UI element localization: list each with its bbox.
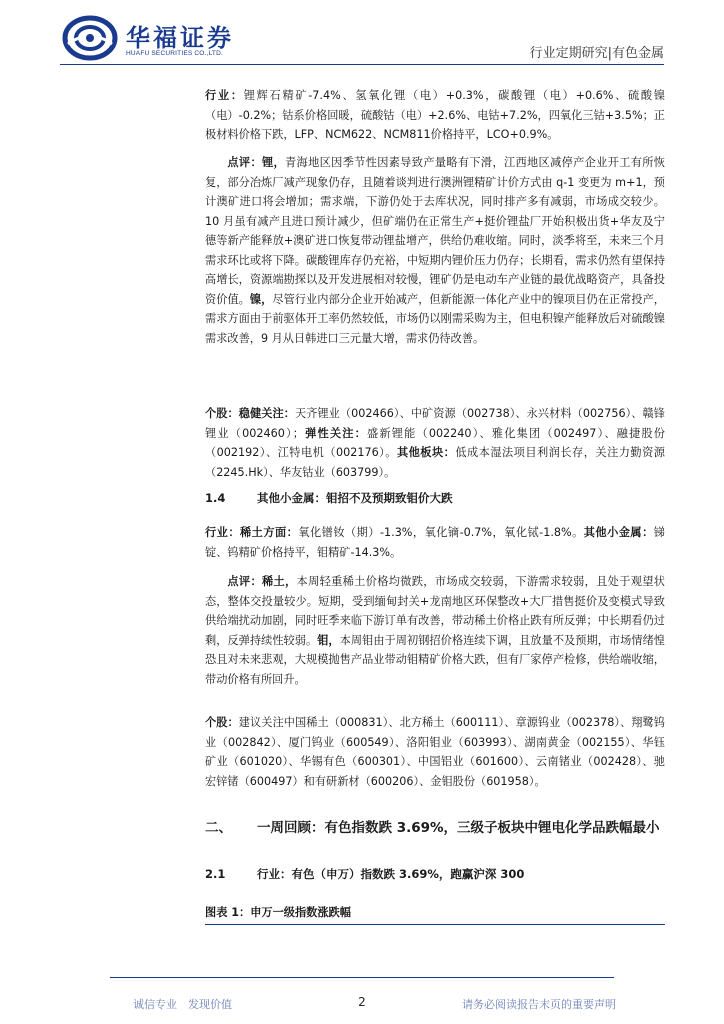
comment-label: 点评：	[227, 156, 262, 169]
section-number: 1.4	[205, 491, 226, 505]
section-1-4-heading	[205, 490, 453, 506]
lithium-comment-block	[205, 153, 665, 348]
minor-stocks-list: 建议关注中国稀土（000831）、北方稀土（600111）、章源钨业（002378）、翔鹭钨业（002842）、厦门钨业（600549）、洛阳钼业（603993）、湖南黄金（002155）、华钰矿业（601020）、华锡有色（600301）、中国铝业（601600）、云南锗业（002428）、驰宏锌锗（600497）和有研新材（600206）、金钼股份（601958）。	[205, 716, 665, 788]
stocks-label: 个股：	[205, 407, 239, 420]
rare-earth-comment-text: 本周轻重稀土价格均微跌，市场成交较弱，下游需求较弱，且处于观望状态，整体交投量较少。短期，受到缅甸封关+龙南地区环保整改+大厂措售挺价及变模式导致供给端扰动加剧，同时旺季来临下游订单有改善，带动稀土价格止跌有所反弹；中长期看仍过剩，反弹持续性较弱。	[205, 575, 665, 647]
rare-earth-comment-label: 稀土，	[261, 575, 297, 588]
molybdenum-comment-text: 本周钼由于周初钢招价格连续下调，且放量不及预期，市场情绪惶恐且对未来悲观，大规模抛售产品业带动钼精矿价格大跌，但有厂家停产检修，供给端收缩，带动价格有所回升。	[205, 633, 665, 686]
rare-earth-label: 稀土方面：	[240, 526, 299, 539]
rare-earth-prices: 氧化镨钕（期）-1.3%，氧化镝-0.7%，氧化铽-1.8%。	[298, 526, 584, 539]
lithium-comment-text: 青海地区因季节性因素导致产量略有下滑，江西地区减停产企业开工有所恢复，部分冶炼厂减产现象仍存，且随着谈判进行澳洲锂精矿计价方式由 q-1 变更为 m+1，预计澳矿进口将会增加；需求端，下游仍处于去库状况，同时排产多有减弱，市场成交较少。10 月虽有减产且进口预计减少，但矿端仍在正常生产+挺价锂盐厂开始积极出货+华友及宁德等新产能释放+澳矿进口恢复带动锂盐增产，供给仍难收缩。同时，淡季将至，未来三个月需求环比或将下降。碳酸锂库存仍充裕，中短期内锂价压力仍存；长期看，需求仍然有望保持高增长，资源端勘探以及开发进展相对较慢，锂矿仍是电动车产业链的最优战略资产，具备投资价值。	[205, 156, 665, 306]
section-2-heading	[205, 818, 675, 838]
section-title: 一周回顾：有色指数跌 3.69%，三级子板块中锂电化学品跌幅最小	[257, 820, 660, 836]
header-divider	[60, 64, 664, 65]
lithium-label: 锂，	[261, 156, 286, 169]
other-sector-stocks: 低成本湿法项目利润长存，关注力勤资源（2245.Hk）、华友钴业（603799）。	[205, 446, 665, 479]
section-2-1-heading	[205, 866, 524, 882]
lithium-industry-block	[205, 86, 665, 145]
elastic-label: 弹性关注：	[303, 426, 367, 440]
nickel-label: 镍，	[249, 292, 273, 306]
nickel-comment-text: 尽管行业内部分企业开始减产，但新能源一体化产业中的镍项目仍在正常投产，需求方面由于前驱体开工率仍然较低，市场仍以刚需采购为主，但电积镍产能释放后对硫酸镍需求改善，9 月从日韩进口三元量大增，需求仍待改善。	[205, 292, 665, 345]
other-minor-prices: 锑锭、钨精矿价格持平，钼精矿-14.3%。	[205, 526, 665, 559]
footer-slogan: 诚信专业 发现价值	[133, 998, 232, 1011]
footer-disclaimer: 请务必阅读报告末页的重要声明	[462, 998, 616, 1011]
lithium-stocks-block	[205, 404, 665, 482]
section-title: 其他小金属：钼招不及预期致钼价大跌	[257, 491, 453, 505]
industry-label: 行业：	[205, 526, 240, 539]
other-minor-label: 其他小金属：	[583, 526, 654, 539]
section-number: 二、	[205, 820, 232, 836]
steady-label: 稳健关注：	[238, 407, 295, 420]
industry-text: 锂辉石精矿-7.4%、氢氧化锂（电）+0.3%，碳酸锂（电）+0.6%、硫酸镍（电）-0.2%；钴系价格回暖，硫酸钴（电）+2.6%、电钴+7.2%，四氧化三钴+3.5%；正极材料价格下跌，LFP、NCM622、NCM811价格持平，LCO+0.9%。	[205, 89, 665, 141]
company-logo	[62, 14, 252, 62]
minor-industry-block	[205, 523, 665, 562]
other-sector-label: 其他板块：	[396, 446, 456, 459]
comment-label: 点评：	[227, 575, 262, 588]
industry-label: 行业：	[205, 89, 244, 102]
huafu-logo-icon	[62, 14, 118, 62]
footer-divider	[110, 977, 614, 978]
minor-comment-block	[205, 572, 665, 689]
brand-name-cn: 华福证券	[126, 23, 234, 52]
minor-stocks-block	[205, 713, 665, 791]
section-number: 2.1	[205, 867, 226, 881]
stocks-label: 个股：	[205, 716, 239, 729]
brand-name-en: HUAFU SECURITIES CO.,LTD.	[126, 50, 223, 57]
elastic-stocks: 盛新锂能（002240）、雅化集团（002497）、融捷股份（002192）、江特电机（002176）。	[205, 426, 665, 459]
steady-stocks: 天齐锂业（002466）、中矿资源（002738）、永兴材料（002756）、赣锋锂业（002460）；	[205, 407, 665, 440]
section-title: 行业：有色（申万）指数跌 3.69%，跑赢沪深 300	[257, 867, 525, 881]
molybdenum-label: 钼，	[317, 633, 340, 647]
figure-title: 图表 1：申万一级指数涨跌幅	[205, 904, 665, 925]
report-type: 行业定期研究|有色金属	[529, 46, 664, 61]
page-number: 2	[358, 995, 366, 1009]
